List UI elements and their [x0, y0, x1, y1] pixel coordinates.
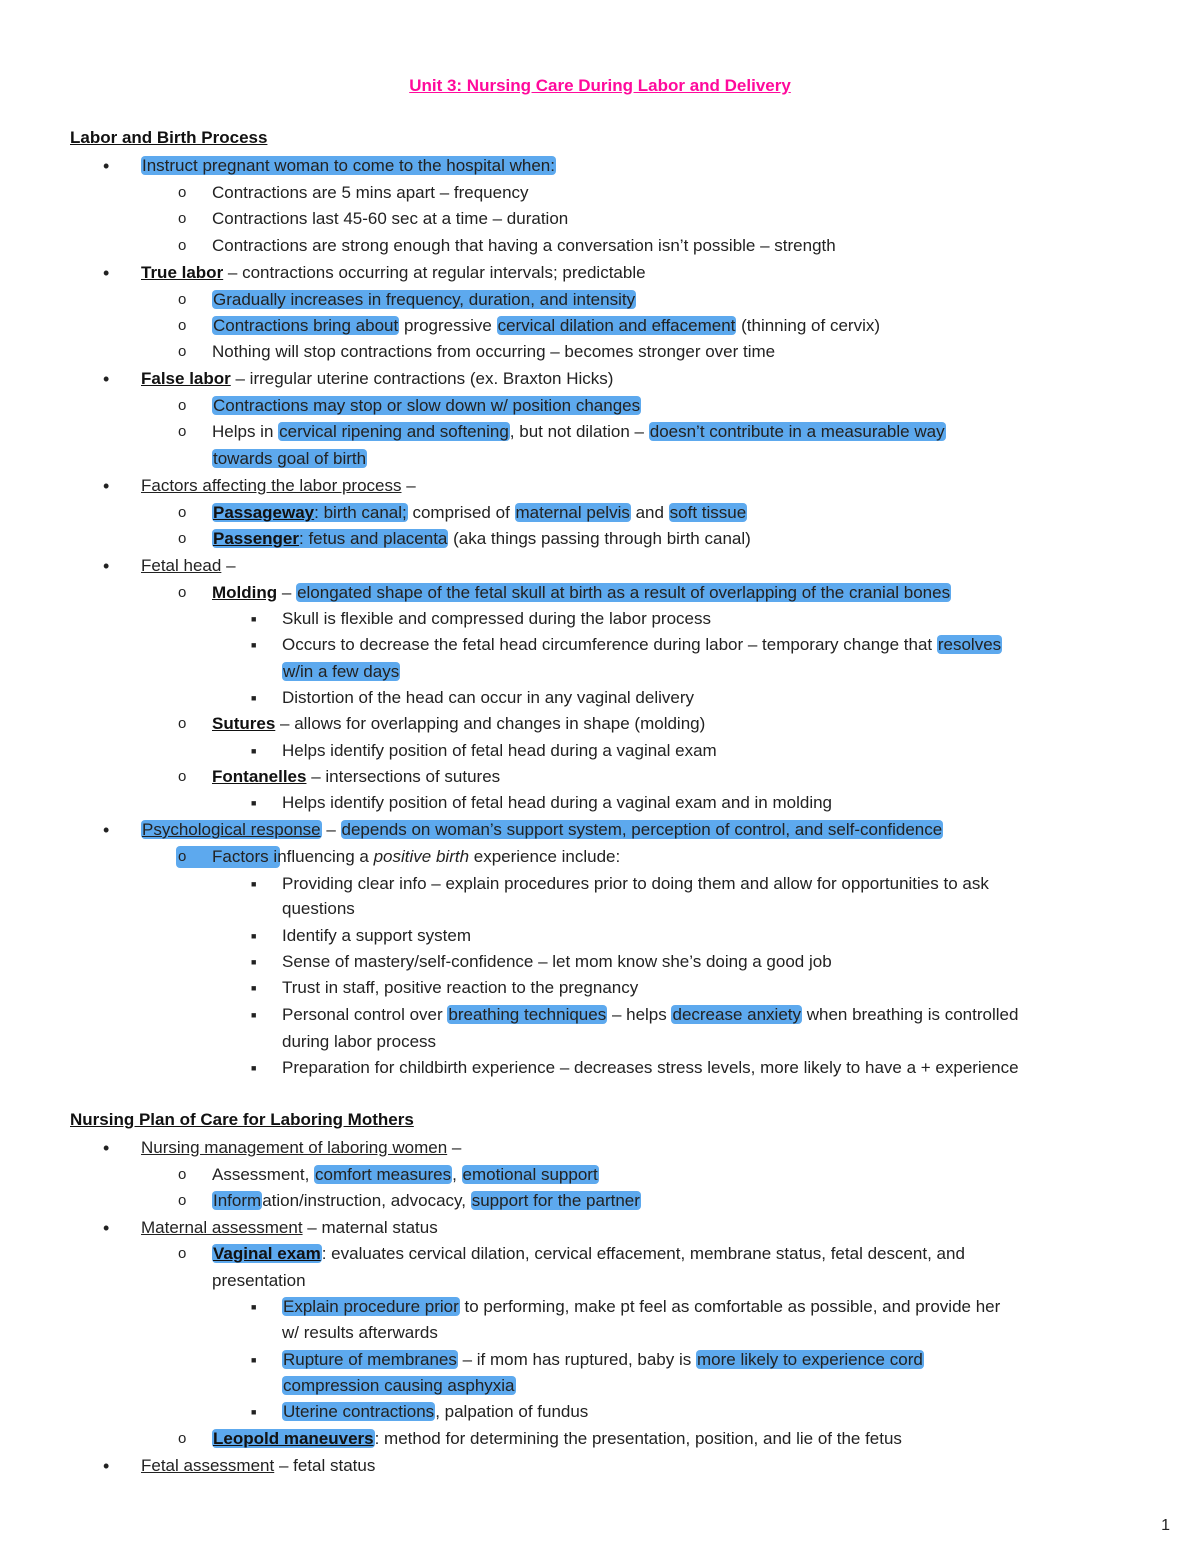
list-item: Distortion of the head can occur in any vaginal delivery: [282, 688, 695, 707]
sub-marker: o: [178, 423, 187, 440]
sub-marker: o: [178, 1430, 187, 1447]
list-item: Preparation for childbirth experience – decreases stress levels, more likely to have a + experience: [282, 1058, 1019, 1077]
term: Sutures: [212, 714, 276, 733]
list-item: [212, 289, 636, 311]
bullet-marker: •: [103, 369, 110, 389]
bullet-marker: •: [103, 556, 110, 576]
text: Helps in: [212, 422, 279, 441]
underlined-term: Fetal head: [141, 556, 222, 575]
list-item: [212, 846, 620, 868]
term: Passageway: [213, 503, 315, 522]
term: Molding: [212, 583, 278, 602]
highlight: emotional support: [462, 1165, 598, 1184]
bullet-marker: •: [103, 476, 110, 496]
term: Leopold maneuvers: [213, 1429, 374, 1448]
highlight: w/in a few days: [283, 662, 400, 681]
text: progressive: [399, 316, 497, 335]
sub-marker: o: [178, 1192, 187, 1209]
square-marker: ■: [251, 614, 257, 624]
list-item: [212, 1190, 641, 1212]
text: , but not dilation –: [509, 422, 649, 441]
list-item: [141, 1455, 375, 1477]
underlined-term: Fetal assessment: [141, 1456, 275, 1475]
highlight: cervical ripening and softening: [279, 422, 509, 441]
highlight: depends on woman’s support system, perception of control, and self-confidence: [341, 820, 943, 839]
list-item: [282, 1004, 1018, 1026]
text: –: [447, 1138, 462, 1157]
text: – irregular uterine contractions (ex. Braxton Hicks): [230, 369, 614, 388]
text: – allows for overlapping and changes in shape (molding): [275, 714, 706, 733]
highlight: Contractions bring about: [213, 316, 399, 335]
list-item: Identify a support system: [282, 926, 471, 945]
highlight: maternal pelvis: [515, 503, 630, 522]
highlight: Instruct pregnant woman to come to the hospital when:: [142, 156, 555, 175]
sub-marker: o: [178, 1245, 187, 1262]
list-item-continued: presentation: [212, 1271, 306, 1290]
highlight: Contractions may stop or slow down w/ position changes: [213, 396, 641, 415]
list-item: [282, 1349, 924, 1371]
text: –: [401, 476, 416, 495]
highlight: decrease anxiety: [672, 1005, 802, 1024]
square-marker: ■: [251, 798, 257, 808]
section-heading-nursing-plan: Nursing Plan of Care for Laboring Mothers: [70, 1110, 414, 1129]
bullet-marker: •: [103, 263, 110, 283]
square-marker: ■: [251, 1063, 257, 1073]
sub-marker: o: [178, 715, 187, 732]
highlight: Psychological response: [142, 820, 321, 839]
highlight: compression causing asphyxia: [283, 1376, 515, 1395]
sub-marker: o: [178, 768, 187, 785]
square-marker: ■: [251, 983, 257, 993]
list-item: [141, 475, 416, 497]
list-item: [212, 1428, 902, 1450]
italic-text: positive birth: [373, 847, 470, 866]
highlight: comfort measures: [315, 1165, 452, 1184]
text: – fetal status: [274, 1456, 376, 1475]
text: Occurs to decrease the fetal head circumference during labor – temporary change that: [282, 635, 937, 654]
square-marker: ■: [251, 1355, 257, 1365]
highlight: towards goal of birth: [213, 449, 367, 468]
term: Fontanelles: [212, 767, 307, 786]
list-item-continued: during labor process: [282, 1032, 437, 1051]
bullet-marker: •: [103, 1218, 110, 1238]
highlight: Gradually increases in frequency, duration, and intensity: [213, 290, 636, 309]
list-item: [141, 1137, 461, 1159]
list-item: Nothing will stop contractions from occurring – becomes stronger over time: [212, 342, 776, 361]
list-item: [141, 819, 943, 841]
page-number: 1: [1161, 1517, 1170, 1534]
highlight: elongated shape of the fetal skull at birth as a result of overlapping of the cranial bones: [297, 583, 951, 602]
sub-marker: o: [178, 504, 187, 521]
list-item: [141, 262, 646, 284]
highlight: soft tissue: [669, 503, 747, 522]
list-item: [212, 766, 500, 788]
list-item: Providing clear info – explain procedures prior to doing them and allow for opportunities to ask: [282, 874, 989, 893]
list-item: Contractions are 5 mins apart – frequency: [212, 183, 529, 202]
sub-marker: o: [178, 397, 187, 414]
list-item: [282, 1401, 588, 1423]
text: : method for determining the presentation, position, and lie of the fetus: [374, 1429, 902, 1448]
list-item-continued: [212, 448, 367, 470]
text: –: [277, 583, 297, 602]
highlight: more likely to experience cord: [696, 1350, 923, 1369]
sub-marker: o: [178, 237, 187, 254]
square-marker: ■: [251, 957, 257, 967]
underlined-term: Nursing management of laboring women: [141, 1138, 448, 1157]
text: : birth canal;: [314, 503, 407, 522]
sub-marker: o: [178, 584, 187, 601]
highlight: Explain procedure prior: [283, 1297, 459, 1316]
underlined-term: Maternal assessment: [141, 1218, 303, 1237]
highlight: resolves: [937, 635, 1002, 654]
text: – maternal status: [302, 1218, 438, 1237]
text: and: [630, 503, 669, 522]
list-item: Trust in staff, positive reaction to the pregnancy: [282, 978, 639, 997]
sub-marker: o: [178, 210, 187, 227]
text: influencing a: [268, 847, 374, 866]
highlight: breathing techniques: [448, 1005, 607, 1024]
text: (aka things passing through birth canal): [448, 529, 751, 548]
list-item: Helps identify position of fetal head during a vaginal exam and in molding: [282, 793, 833, 812]
square-marker: ■: [251, 879, 257, 889]
list-item: [141, 555, 236, 577]
list-item: Sense of mastery/self-confidence – let mom know she’s doing a good job: [282, 952, 832, 971]
list-item: [212, 582, 951, 604]
text: Personal control over: [282, 1005, 448, 1024]
square-marker: ■: [251, 931, 257, 941]
list-item-continued: [282, 1375, 516, 1397]
text: – helps: [607, 1005, 672, 1024]
square-marker: ■: [251, 1010, 257, 1020]
list-item: [212, 395, 641, 417]
list-item: [212, 1243, 965, 1265]
text: : fetus and placenta: [299, 529, 448, 548]
list-item: Skull is flexible and compressed during the labor process: [282, 609, 712, 628]
list-item-continued: w/ results afterwards: [282, 1323, 438, 1342]
sub-marker: o: [178, 317, 187, 334]
text: to performing, make pt feel as comfortable as possible, and provide her: [459, 1297, 1001, 1316]
bullet-marker: •: [103, 156, 110, 176]
text: –: [321, 820, 341, 839]
text: – if mom has ruptured, baby is: [457, 1350, 696, 1369]
bullet-marker: •: [103, 1456, 110, 1476]
text: (thinning of cervix): [736, 316, 881, 335]
sub-marker: o: [178, 1166, 187, 1183]
list-item: [212, 713, 705, 735]
section-heading-labor-birth: Labor and Birth Process: [70, 128, 268, 147]
bullet-marker: •: [103, 1138, 110, 1158]
highlight: cervical dilation and effacement: [497, 316, 736, 335]
text: , palpation of fundus: [435, 1402, 589, 1421]
highlight: support for the partner: [471, 1191, 640, 1210]
text: experience include:: [469, 847, 621, 866]
text: – intersections of sutures: [306, 767, 501, 786]
text: ,: [452, 1165, 462, 1184]
page-title: Unit 3: Nursing Care During Labor and Delivery: [409, 76, 791, 95]
underlined-term: Factors affecting the labor process: [141, 476, 402, 495]
list-item: [282, 634, 1002, 656]
list-item: [212, 502, 747, 524]
square-marker: ■: [251, 640, 257, 650]
square-marker: ■: [251, 1302, 257, 1312]
list-item: [282, 1296, 1000, 1318]
text: Factors: [212, 847, 269, 866]
highlight: Inform: [213, 1191, 262, 1210]
text: ation/instruction, advocacy,: [262, 1191, 471, 1210]
list-item-continued: [282, 661, 400, 683]
sub-marker: o: [178, 291, 187, 308]
square-marker: ■: [251, 693, 257, 703]
list-item-continued: questions: [282, 899, 355, 918]
list-item: Helps identify position of fetal head during a vaginal exam: [282, 741, 717, 760]
text: : evaluates cervical dilation, cervical effacement, membrane status, fetal descent, and: [321, 1244, 965, 1263]
list-item: [141, 1217, 438, 1239]
list-item: [141, 368, 613, 390]
sub-marker: o: [178, 184, 187, 201]
highlight: Rupture of membranes: [283, 1350, 457, 1369]
text: comprised of: [407, 503, 515, 522]
highlight: doesn’t contribute in a measurable way: [649, 422, 945, 441]
text: – contractions occurring at regular intervals; predictable: [223, 263, 646, 282]
text: –: [221, 556, 236, 575]
sub-marker: o: [178, 343, 187, 360]
text: Assessment,: [212, 1165, 315, 1184]
term: Passenger: [213, 529, 299, 548]
sub-marker: o: [178, 848, 187, 865]
square-marker: ■: [251, 1407, 257, 1417]
bullet-marker: •: [103, 820, 110, 840]
list-item: [212, 528, 751, 550]
term: Vaginal exam: [213, 1244, 321, 1263]
list-item: Contractions are strong enough that having a conversation isn’t possible – strength: [212, 236, 836, 255]
term: True labor: [141, 263, 224, 282]
list-item: [212, 421, 946, 443]
list-item: Contractions last 45-60 sec at a time – duration: [212, 209, 569, 228]
text: when breathing is controlled: [802, 1005, 1019, 1024]
list-item: [141, 155, 556, 177]
highlight: Uterine contractions: [283, 1402, 435, 1421]
term: False labor: [141, 369, 231, 388]
list-item: [212, 1164, 599, 1186]
sub-marker: o: [178, 530, 187, 547]
square-marker: ■: [251, 746, 257, 756]
list-item: [212, 315, 880, 337]
